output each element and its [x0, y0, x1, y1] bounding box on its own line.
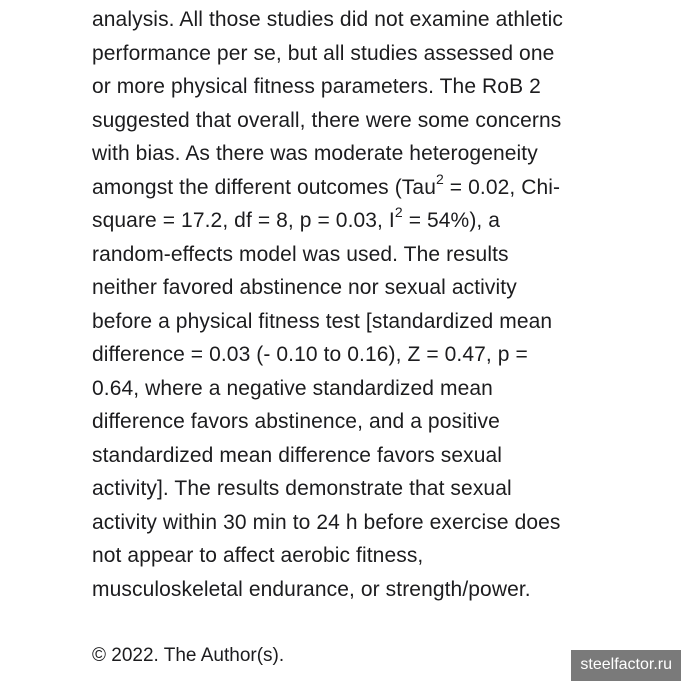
abstract-line: or more physical fitness parameters. The RoB 2: [92, 75, 541, 98]
abstract-line: 0.64, where a negative standardized mean: [92, 376, 493, 400]
abstract-line: activity within 30 min to 24 h before exercise does: [92, 510, 561, 534]
abstract-line: activity]. The results demonstrate that sexual: [92, 477, 512, 500]
abstract-line: musculoskeletal endurance, or strength/power.: [92, 577, 531, 601]
abstract-line: suggested that overall, there were some concerns: [92, 108, 562, 132]
watermark-badge: steelfactor.ru: [571, 650, 681, 681]
abstract-line: amongst the different outcomes (Tau$^2$ = 0.02, Chi-: [92, 170, 561, 199]
abstract-line: performance per se, but all studies assessed one: [92, 41, 555, 65]
superscript: 2: [394, 204, 403, 220]
abstract-line: difference = 0.03 (- 0.10 to 0.16), Z = 0.47, p =: [92, 343, 528, 366]
abstract-text: [92, 3, 612, 606]
abstract-line: analysis. All those studies did not examine athletic: [92, 8, 563, 31]
abstract-line: difference favors abstinence, and a positive: [92, 410, 500, 433]
abstract-line: square = 17.2, df = 8, p = 0.03, $I^2 = 54\%$), a: [92, 204, 501, 232]
abstract-line: with bias. As there was moderate heterogeneity: [92, 142, 538, 165]
abstract-line: neither favored abstinence nor sexual activity: [92, 276, 517, 299]
superscript: 2: [435, 170, 444, 187]
copyright-notice: © 2022. The Author(s).: [92, 645, 285, 666]
abstract-line: not appear to affect aerobic fitness,: [92, 544, 424, 567]
abstract-line: before a physical fitness test [standardized mean: [92, 309, 553, 333]
abstract-line: random-effects model was used. The results: [92, 242, 509, 266]
abstract-line: standardized mean difference favors sexual: [92, 443, 503, 467]
